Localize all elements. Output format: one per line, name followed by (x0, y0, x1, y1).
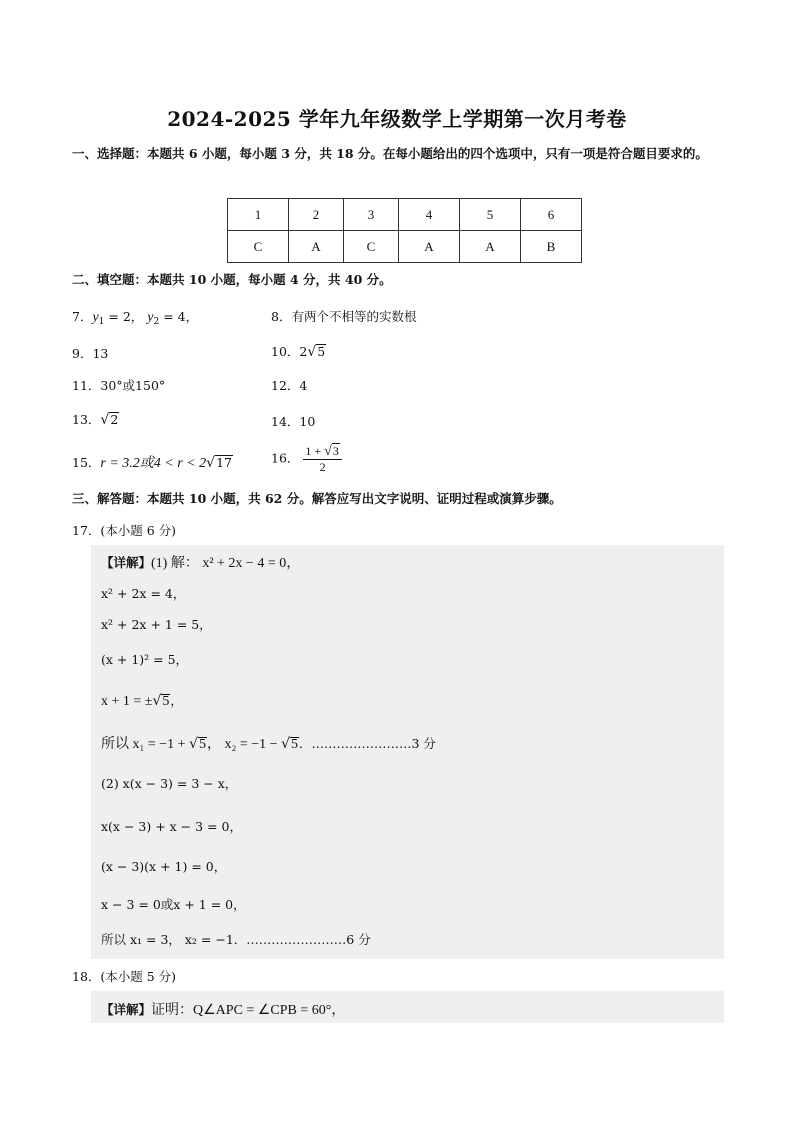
answer-table-answer-cell: C (228, 231, 289, 263)
answer-16 (271, 443, 342, 475)
q17-line-3: x² + 2x + 1 = 5， (101, 617, 212, 632)
q17-line-5-pre: x + 1 = ± (101, 694, 153, 709)
section2-desc: 本题共 10 小题，每小题 4 分，共 40 分。 (147, 272, 392, 287)
answer-table-header-cell: 2 (289, 199, 344, 231)
answer-7-sub1: 1 (98, 317, 105, 327)
q17-line-6-pre: 所以 x₁ = −1 + (101, 737, 190, 752)
q17-line-1 (101, 552, 300, 572)
answer-table (227, 198, 582, 263)
q17-line-1-text: (1) 解： x² + 2x − 4 = 0， (151, 556, 301, 571)
q17-line-6-radicand-2: 5 (291, 737, 298, 752)
sqrt-icon: √ (324, 444, 332, 459)
answer-7-eq1: = 2， (104, 309, 144, 324)
q17-line-2: x² + 2x = 4， (101, 586, 186, 601)
page-title: 2024-2025 学年九年级数学上学期第一次月考卷 (167, 107, 627, 131)
answer-15-num: 15． (72, 455, 101, 470)
q17-header: 17．(本小题 6 分) (72, 523, 177, 538)
q17-line-5 (101, 691, 183, 710)
answer-10-coef: 2 (299, 344, 308, 359)
answer-7-num: 7． (72, 309, 93, 324)
answer-13-radicand: 2 (110, 412, 119, 427)
answer-16-num: 16． (271, 450, 300, 466)
q18-line-1-text: 证明：Q∠APC = ∠CPB = 60°， (151, 1003, 346, 1018)
answer-table-header-cell: 1 (228, 199, 289, 231)
q18-line-1 (101, 999, 345, 1019)
answer-8: 8．有两个不相等的实数根 (271, 309, 417, 324)
answer-16-numerator (303, 443, 341, 460)
answer-table-header-cell: 6 (521, 199, 582, 231)
section1-intro (72, 140, 727, 168)
answer-13-num: 13． (72, 412, 101, 427)
answer-7-sub2: 2 (153, 317, 160, 327)
sqrt-icon: √ (152, 693, 162, 709)
answer-16-radicand: 3 (332, 444, 339, 458)
section3-intro (72, 485, 727, 513)
answer-10 (271, 342, 326, 360)
answer-14: 14．10 (271, 414, 316, 429)
section1-label: 一、选择题： (72, 146, 148, 161)
q17-line-6-mid: ， x₂ = −1 − (207, 737, 282, 752)
section3-desc: 本题共 10 小题，共 62 分。解答应写出文字说明、证明过程或演算步骤。 (147, 491, 562, 506)
answer-table-header-cell: 4 (399, 199, 460, 231)
sqrt-icon: √ (100, 412, 110, 428)
sqrt-icon: √ (189, 736, 198, 752)
answer-16-denominator: 2 (319, 460, 326, 474)
answer-table-answer-cell: A (460, 231, 521, 263)
answer-table-answer-cell: A (289, 231, 344, 263)
q17-line-8: x(x − 3) + x − 3 = 0， (101, 819, 242, 834)
answer-16-num-text: 1 + (305, 444, 325, 458)
q17-line-10: x − 3 = 0或x + 1 = 0， (101, 897, 246, 912)
answer-15 (72, 452, 233, 472)
answer-table-answer-row (228, 231, 582, 263)
q17-detail-tag: 【详解】 (101, 555, 152, 570)
answer-7-y2: y (147, 310, 154, 325)
q18-detail-tag: 【详解】 (101, 1002, 152, 1017)
answer-10-num: 10． (271, 344, 300, 359)
section2-label: 二、填空题： (72, 272, 148, 287)
answer-11-text: 30°或150° (100, 378, 166, 393)
q17-line-6-radicand-1: 5 (199, 737, 206, 752)
q17-line-6-post: ．……………………3 分 (299, 736, 436, 751)
q17-line-5-radicand: 5 (162, 694, 170, 709)
q17-line-9: (x − 3)(x + 1) = 0， (101, 859, 227, 874)
answer-table-header-row (228, 199, 582, 231)
answer-7-eq2: = 4， (159, 309, 199, 324)
answer-9: 9．13 (72, 346, 109, 361)
sqrt-icon: √ (281, 736, 290, 752)
q17-line-7: (2) x(x − 3) = 3 − x， (101, 776, 238, 791)
q17-line-5-post: ， (170, 693, 183, 708)
answer-15-expr: r = 3.2或4 < r < 2 (100, 456, 207, 471)
q18-header: 18．(本小题 5 分) (72, 969, 177, 984)
q17-line-6 (101, 733, 436, 753)
section2-intro (72, 266, 727, 294)
answer-table-answer-cell: C (344, 231, 399, 263)
answer-7-y1: y (92, 310, 99, 325)
answer-11 (72, 376, 165, 394)
section3-label: 三、解答题： (72, 491, 148, 506)
answer-12: 12．4 (271, 378, 308, 393)
answer-7 (72, 307, 198, 327)
q17-line-11: 所以 x₁ = 3， x₂ = −1．……………………6 分 (101, 932, 371, 947)
answer-table-answer-cell: A (399, 231, 460, 263)
answer-10-radicand: 5 (317, 344, 326, 359)
sqrt-icon: √ (206, 455, 216, 471)
answer-table-header-cell: 5 (460, 199, 521, 231)
answer-table-answer-cell: B (521, 231, 582, 263)
answer-15-radicand: 17 (216, 455, 232, 470)
answer-13 (72, 410, 119, 428)
answer-table-header-cell: 3 (344, 199, 399, 231)
answer-16-fraction (303, 443, 341, 475)
sqrt-icon: √ (307, 344, 317, 360)
answer-11-num: 11． (72, 378, 101, 393)
section1-desc: 本题共 6 小题，每小题 3 分，共 18 分。在每小题给出的四个选项中，只有一项是符合题目要求的。 (147, 146, 708, 161)
q17-line-4: (x + 1)² = 5， (101, 652, 189, 667)
